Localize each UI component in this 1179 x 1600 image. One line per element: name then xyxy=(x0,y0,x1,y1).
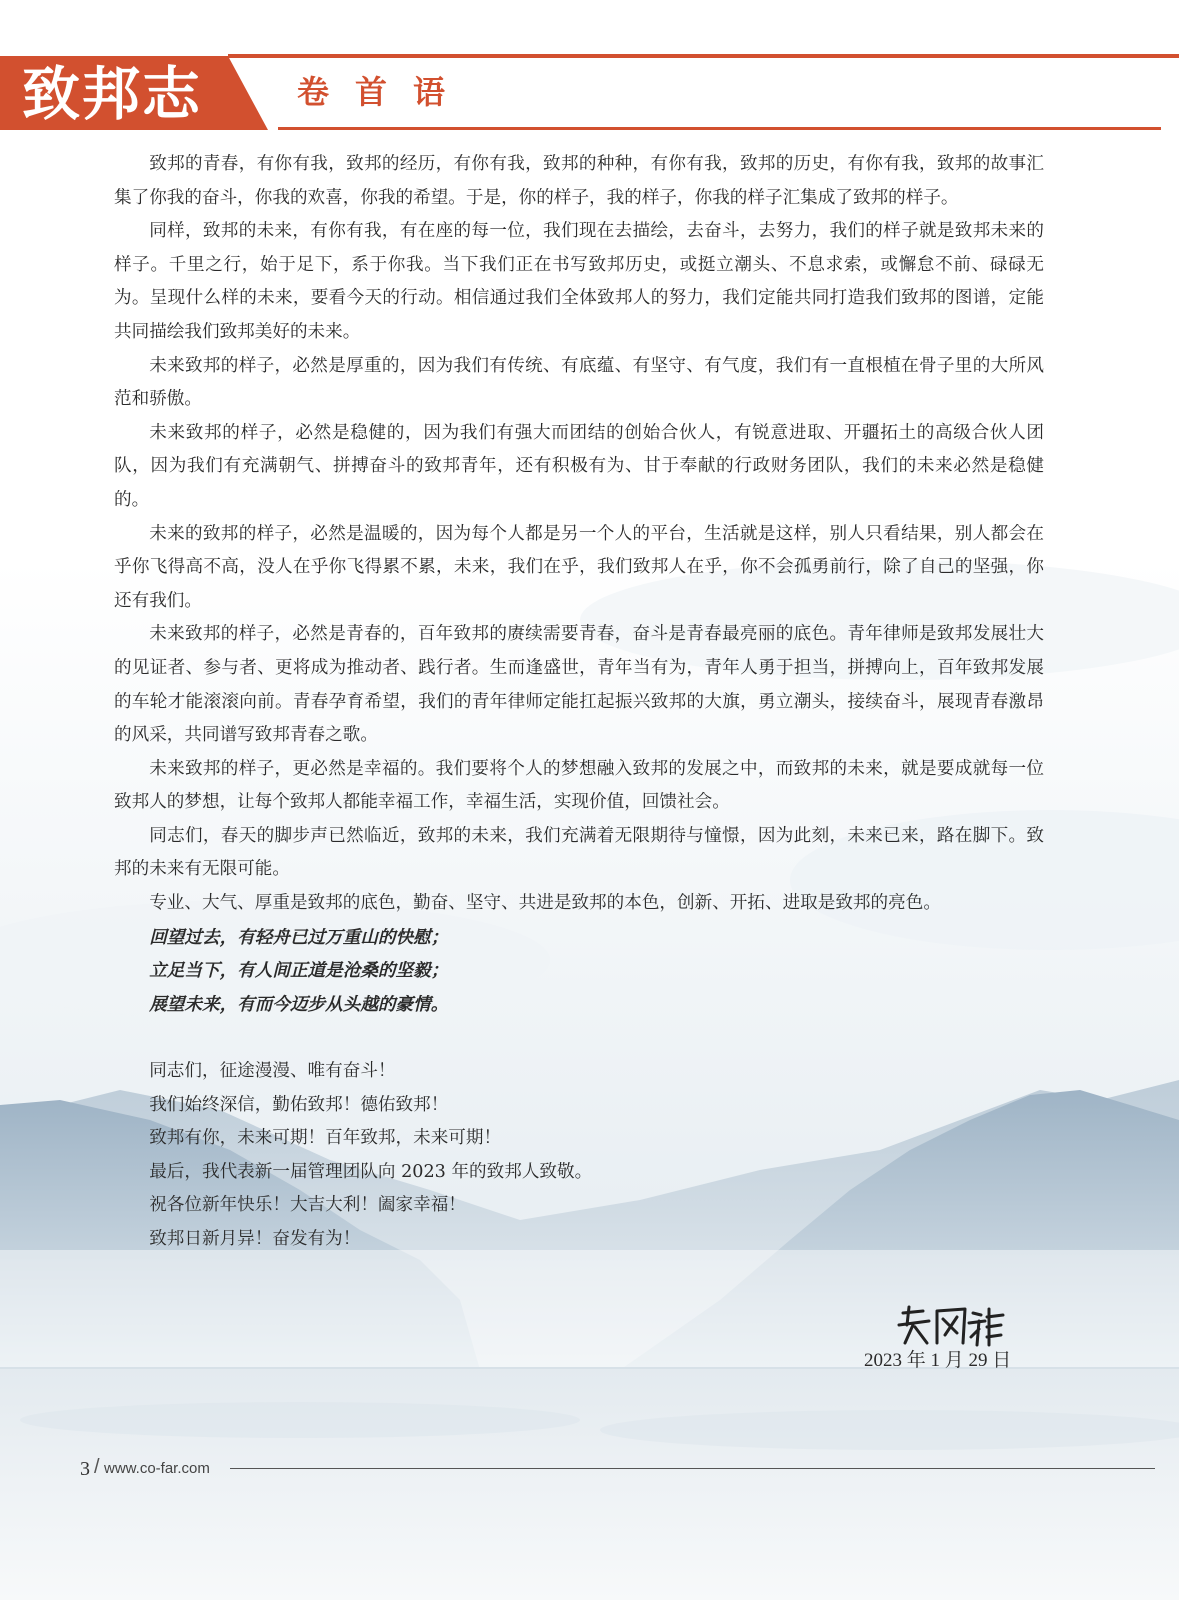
magazine-title: 致邦志 xyxy=(22,60,203,128)
paragraph: 未来致邦的样子，必然是厚重的，因为我们有传统、有底蕴、有坚守、有气度，我们有一直根植在骨子里的大所风范和骄傲。 xyxy=(114,355,1044,410)
footer-rule xyxy=(230,1468,1155,1469)
closing-line: 我们始终深信，勤佑致邦！德佑致邦！ xyxy=(149,1094,449,1115)
website-url[interactable]: www.co-far.com xyxy=(104,1460,210,1477)
closing-line: 最后，我代表新一届管理团队向 2023 年的致邦人致敬。 xyxy=(149,1161,593,1182)
footer-divider-slash: / xyxy=(94,1456,100,1478)
closing-line: 致邦日新月异！奋发有为！ xyxy=(149,1229,361,1249)
handwritten-signature xyxy=(895,1303,1005,1351)
section-title: 卷首语 xyxy=(297,73,472,111)
paragraph: 致邦的青春，有你有我，致邦的经历，有你有我，致邦的种种，有你有我，致邦的历史，有你有我，致邦的故事汇集了你我的奋斗，你我的欢喜，你我的希望。于是，你的样子，我的样子，你我的样子汇集成了致邦的样子。 xyxy=(114,154,1044,208)
header-underline xyxy=(278,127,1161,130)
paragraph: 未来致邦的样子，更必然是幸福的。我们要将个人的梦想融入致邦的发展之中，而致邦的未来，就是要成就每一位致邦人的梦想，让每个致邦人都能幸福工作，幸福生活，实现价值，回馈社会。 xyxy=(114,758,1044,813)
closing-line: 致邦有你，未来可期！百年致邦，未来可期！ xyxy=(149,1128,502,1149)
verse-line: 立足当下，有人间正道是沧桑的坚毅； xyxy=(149,960,449,982)
verse-line: 回望过去，有轻舟已过万重山的快慰； xyxy=(149,926,449,948)
closing-line: 同志们，征途漫漫、唯有奋斗！ xyxy=(149,1061,396,1082)
spacer xyxy=(114,1021,1044,1055)
verse-line: 展望未来，有而今迈步从头越的豪情。 xyxy=(149,993,449,1015)
closing-line: 祝各位新年快乐！大吉大利！阖家幸福！ xyxy=(149,1195,466,1216)
header-top-rule xyxy=(228,54,1179,58)
page-number: 3 xyxy=(80,1458,90,1480)
signature-date: 2023 年 1 月 29 日 xyxy=(864,1350,1012,1371)
paragraph: 同志们，春天的脚步声已然临近，致邦的未来，我们充满着无限期待与憧憬，因为此刻，未来已来，路在脚下。致邦的未来有无限可能。 xyxy=(114,825,1044,880)
paragraph: 专业、大气、厚重是致邦的底色，勤奋、坚守、共进是致邦的本色，创新、开拓、进取是致邦的亮色。 xyxy=(149,893,941,914)
paragraph: 未来的致邦的样子，必然是温暖的，因为每个人都是另一个人的平台，生活就是这样，别人只看结果，别人都会在乎你飞得高不高，没人在乎你飞得累不累，未来，我们在乎，我们致邦人在乎，你不会孤勇前行，除了自己的坚强，你还有我们。 xyxy=(114,523,1044,611)
paragraph: 未来致邦的样子，必然是青春的，百年致邦的赓续需要青春，奋斗是青春最亮丽的底色。青年律师是致邦发展壮大的见证者、参与者、更将成为推动者、践行者。生而逢盛世，青年当有为，青年人勇于担当，拼搏向上，百年致邦发展的车轮才能滚滚向前。青春孕育希望，我们的青年律师定能扛起振兴致邦的大旗，勇立潮头，接续奋斗，展现青春激昂的风采，共同谱写致邦青春之歌。 xyxy=(114,624,1044,746)
paragraph: 同样，致邦的未来，有你有我，有在座的每一位，我们现在去描绘，去奋斗，去努力，我们的样子就是致邦未来的样子。千里之行，始于足下，系于你我。当下我们正在书写致邦历史，或挺立潮头、不息求索，或懈怠不前、碌碌无为。呈现什么样的未来，要看今天的行动。相信通过我们全体致邦人的努力，我们定能共同打造我们致邦的图谱，定能共同描绘我们致邦美好的未来。 xyxy=(114,221,1044,342)
paragraph: 未来致邦的样子，必然是稳健的，因为我们有强大而团结的创始合伙人，有锐意进取、开疆拓土的高级合伙人团队，因为我们有充满朝气、拼搏奋斗的致邦青年，还有积极有为、甘于奉献的行政财务团队，我们的未来必然是稳健的。 xyxy=(114,422,1044,510)
article-body xyxy=(114,148,1044,1257)
